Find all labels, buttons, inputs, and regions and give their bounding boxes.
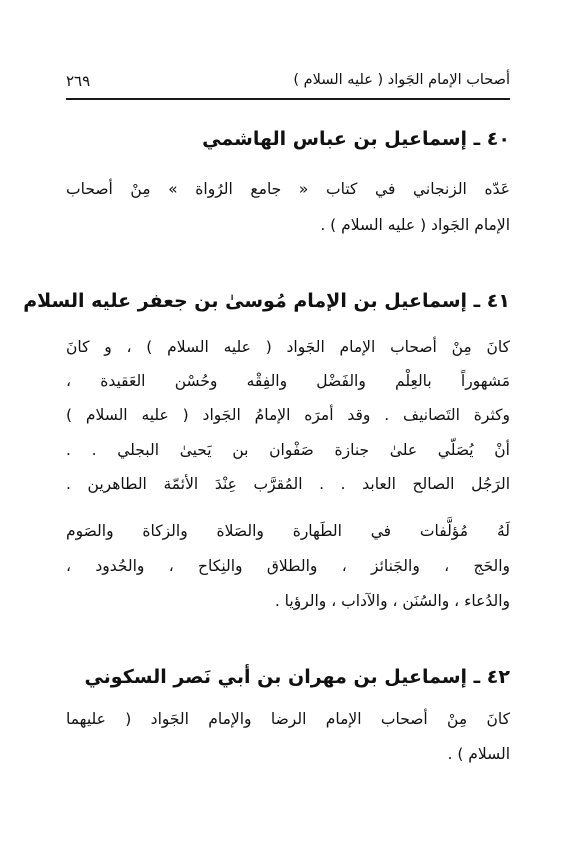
body-line: مَشهوراً بالعِلْم والفَضْل والفِقْه وحُسْن العَقيدة ،: [66, 372, 510, 390]
body-line: والدُعاء ، والسُنَن ، والآداب ، والرؤيا .: [274, 592, 510, 610]
body-line: عَدّه الزنجاني في كتاب « جامع الرُواة » مِنْ أصحاب: [66, 180, 510, 198]
body-line: أنْ يُصَلّي علىٰ جنازة صَفْوان بن يَحيىٰ البجلي . .: [66, 441, 510, 459]
body-line: الإمام الجَواد ( عليه السلام ) .: [320, 216, 510, 234]
running-header-title: أصحاب الإمام الجَواد ( عليه السلام ): [293, 72, 510, 88]
body-line: الرَجُل الصالح العابد . . المُقرَّب عِنْدَ الأئمّة الطاهرين .: [66, 475, 510, 493]
body-line: لَهُ مُؤلَّفات في الطَهارة والصَلاة والزكاة والصَوم: [66, 522, 510, 540]
body-line: والحَج ، والجَنائز ، والطلاق والنِكاح ، والحُدود ،: [66, 557, 510, 575]
body-line: كانَ مِنْ أصحاب الإمام الرضا والإمام الجَواد ( عليهما: [66, 710, 510, 728]
body-line: وكثرة التَصانيف . وقد أمرَه الإمامُ الجَواد ( عليه السلام ): [66, 406, 510, 424]
page-number: ٢٦٩: [66, 72, 91, 90]
body-line: السلام ) .: [447, 745, 510, 763]
body-line: كانَ مِنْ أصحاب الإمام الجَواد ( عليه السلام ) ، و كانَ: [66, 338, 510, 356]
running-header: [66, 64, 510, 100]
entry-heading-40: ٤٠ ـ إسماعيل بن عباس الهاشمي: [202, 128, 510, 150]
entry-heading-42: ٤٢ ـ إسماعيل بن مهران بن أبي نَصر السكوني: [84, 666, 510, 688]
entry-heading-41: ٤١ ـ إسماعيل بن الإمام مُوسىٰ بن جعفر عليه السلام: [23, 290, 510, 312]
